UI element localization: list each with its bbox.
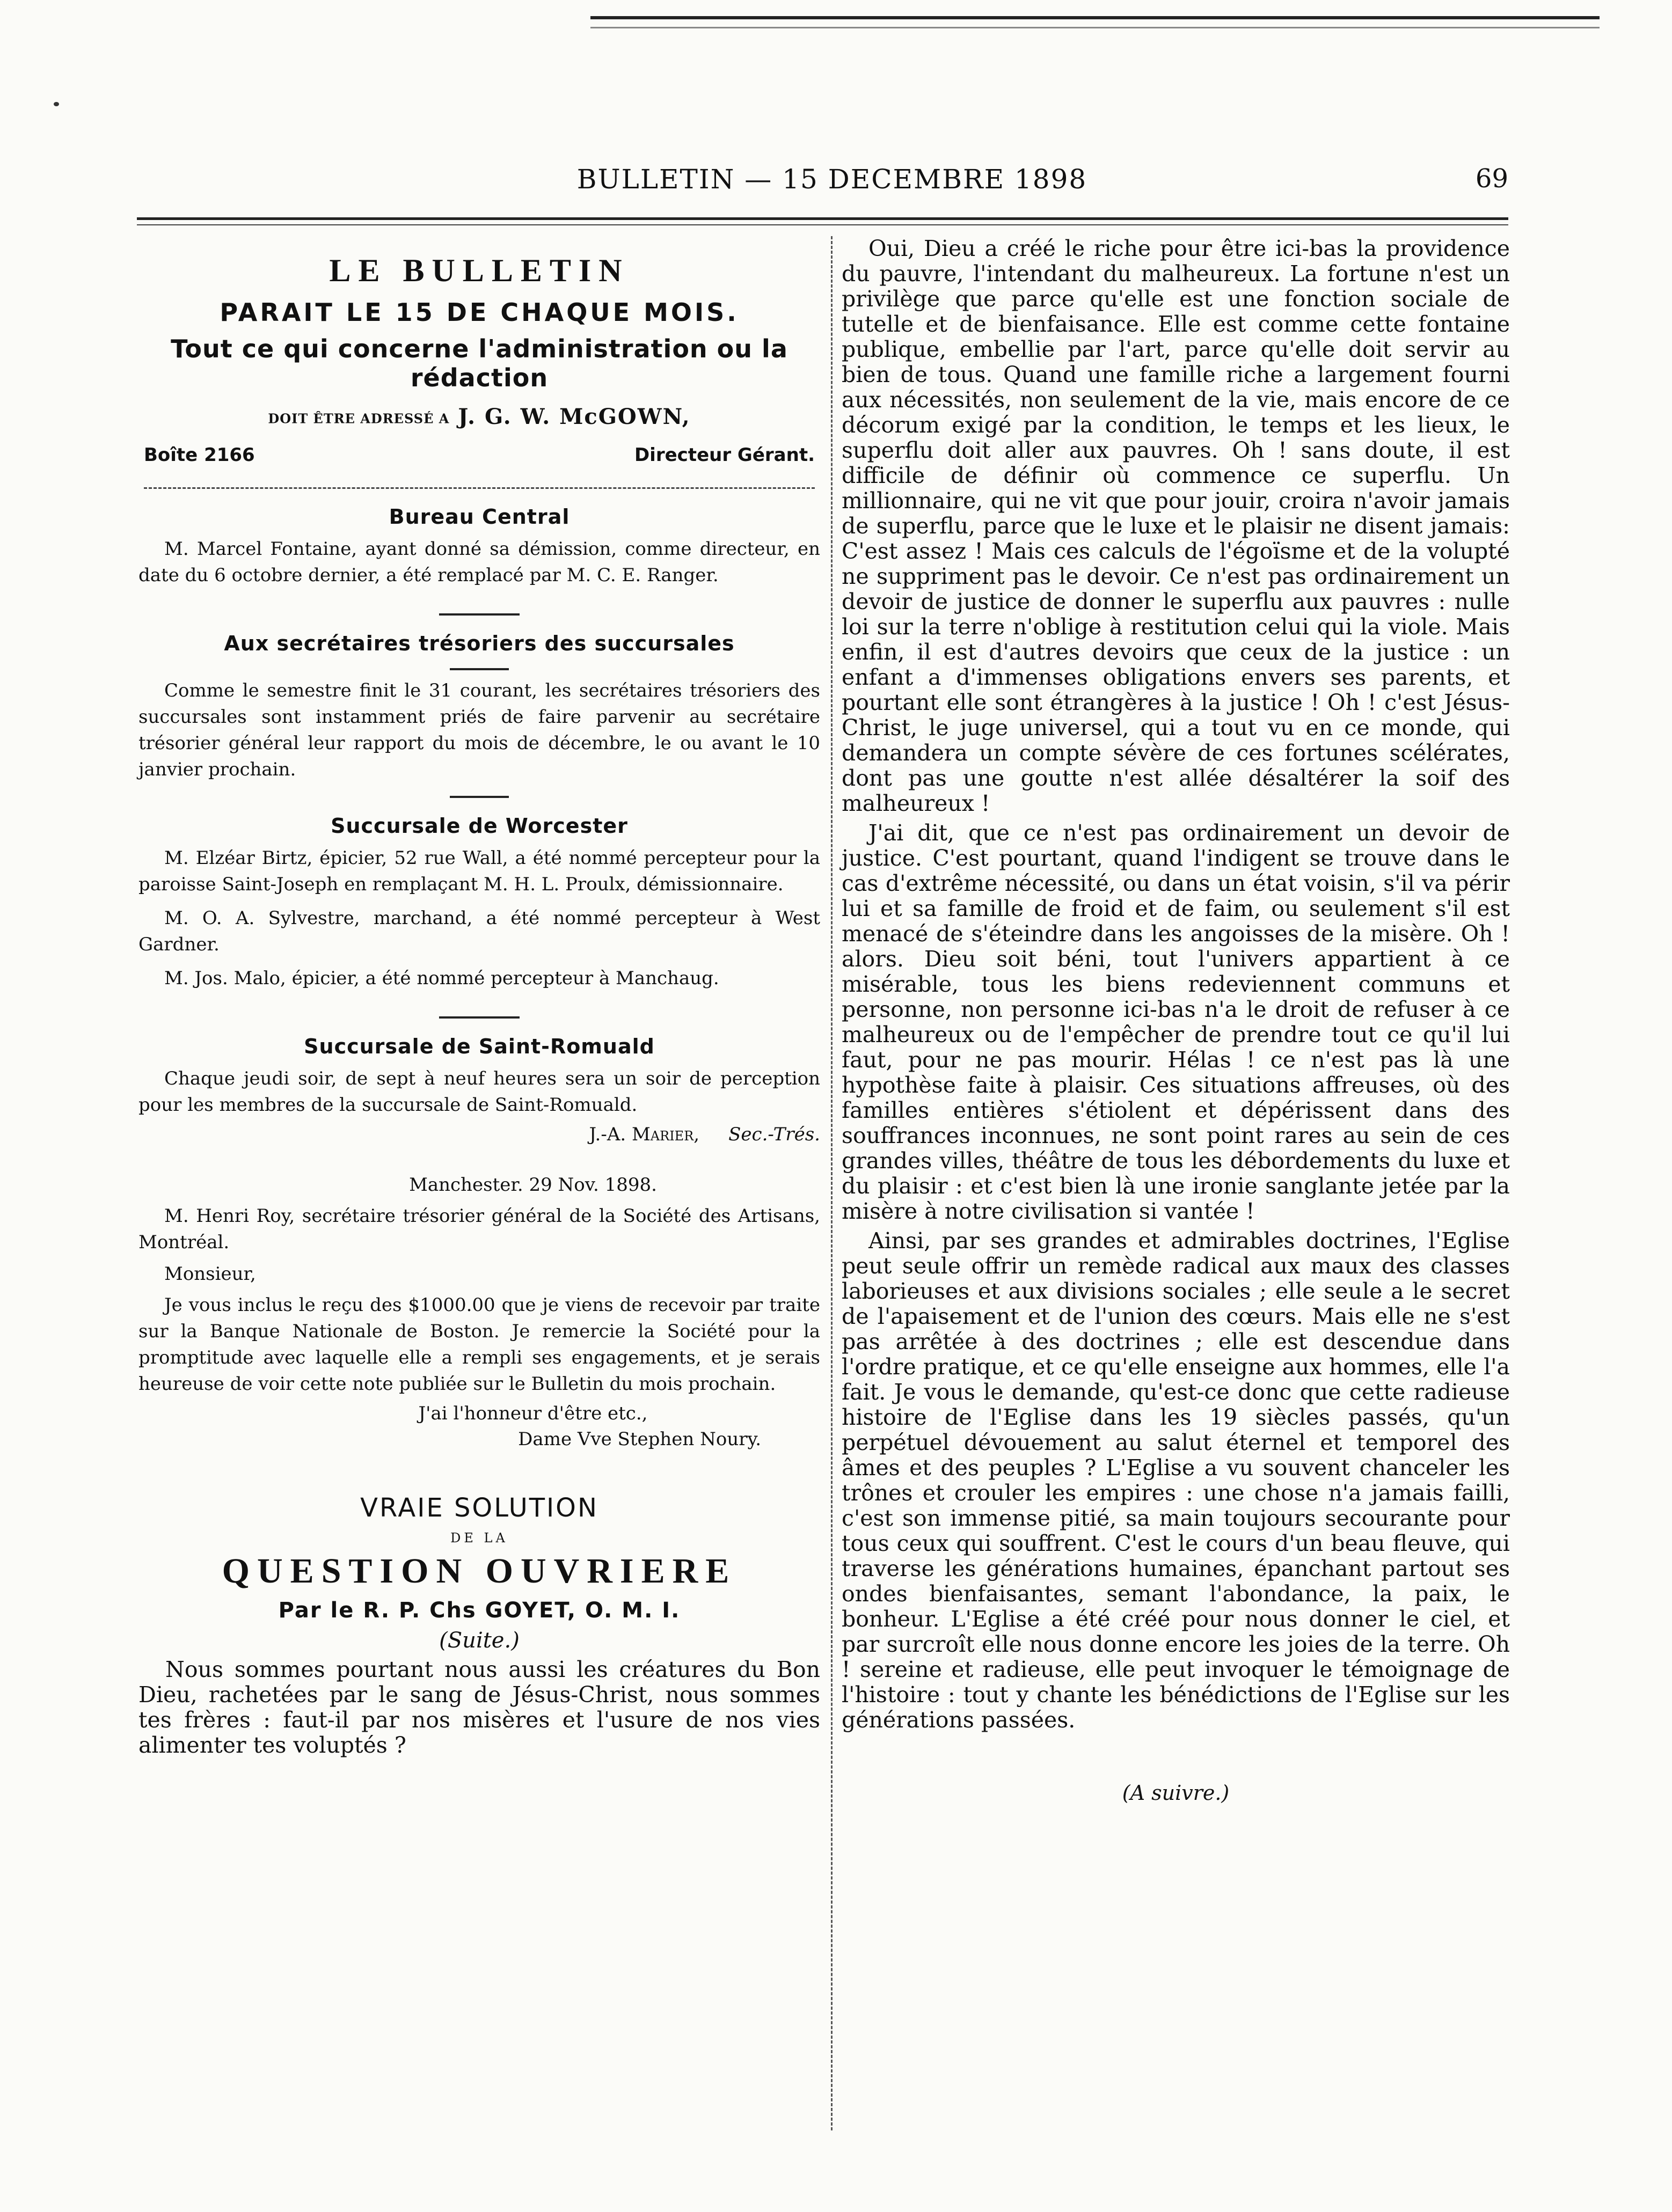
masthead-box-row [138, 444, 820, 466]
article-title-line2: QUESTION OUVRIERE [222, 1551, 737, 1591]
article-paragraph: Ainsi, par ses grandes et admirables doctrines, l'Eglise peut seule offrir un remède radical aux maux des classes laborieuses et aux divisions sociales ; elle seule a le secret de l'apaisement et de l'union des cœurs. Mais elle ne s'est pas arrêtée à des doctrines ; elle est descendue dans l'ordre pratique, et ce qu'elle enseigne aux hommes, elle l'a fait. Je vous le demande, qu'est-ce donc que cette radieuse histoire de l'Eglise dans les 19 siècles passés, qu'un perpétuel dévouement au salut éternel et temporel des âmes et des peuples ? L'Eglise a vu souvent chanceler les trônes et crouler les empires : une chose n'a jamais failli, c'est son immense pitié, sa main toujours secourante pour tous ceux qui souffrent. C'est le cours d'un beau fleuve, qui traverse les générations humaines, épanchant partout ses ondes bienfaisantes, semant l'abondance, la paix, le bonheur. L'Eglise a été créé pour nous donner le ciel, et par surcroît elle nous donne encore les joies de la terre. Oh ! sereine et radieuse, elle peut invoquer le témoignage de l'histoire : tout y chante les bénédictions de l'Eglise sur les générations passées. [842, 1228, 1510, 1733]
short-rule [439, 613, 520, 616]
saint-romuald-text: Chaque jeudi soir, de sept à neuf heures sera un soir de perception pour les membres de la succursale de Saint-Romuald. [138, 1068, 820, 1116]
header-rule [137, 217, 1508, 220]
masthead-title: LE BULLETIN [329, 253, 630, 288]
right-column [842, 236, 1510, 1805]
short-rule [450, 668, 509, 670]
short-rule [439, 1016, 520, 1019]
masthead-subtitle: PARAIT LE 15 DE CHAQUE MOIS. [220, 298, 739, 327]
article-paragraph: J'ai dit, que ce n'est pas ordinairement un devoir de justice. C'est pourtant, quand l'indigent se trouve dans le cas d'extrême nécessité, ou dans un état voisin, s'il va périr lui et sa famille de froid et de faim, ou seulement s'il est menacé de s'éteindre dans les angoisses de la misère. Oh ! alors. Dieu soit béni, tout l'univers appartient à ce misérable, tous les biens redeviennent communs et personne, non personne ici-bas n'a le droit de refuser à ce malheureux ou de l'empêcher de prendre tout ce qu'il lui faut, pour ne pas mourir. Hélas ! ce n'est pas là une hypothèse faite à plaisir. Ces situations affreuses, où des familles entières s'étiolent et dépérissent dans des souffrances inconnues, ne sont point rares au sein de ces grandes villes, théâtre de tous les débordements du luxe et du plaisir : et c'est bien là une ironie sanglante jetée par la misère à notre civilisation si vantée ! [842, 820, 1510, 1224]
ink-speck [54, 102, 59, 106]
article-title-line1: VRAIE SOLUTION [360, 1493, 598, 1523]
director-role: Directeur Gérant. [634, 444, 815, 466]
signer-name: J.-A. Marier, [589, 1124, 700, 1145]
article-suite: (Suite.) [439, 1628, 520, 1653]
left-column [138, 236, 820, 1758]
article-paragraph: Nous sommes pourtant nous aussi les créatures du Bon Dieu, rachetées par le sang de Jésus-Christ, nous sommes tes frères : faut-il par nos misères et l'usure de nos vies alimenter tes voluptés ? [138, 1657, 820, 1758]
secretaires-heading: Aux secrétaires trésoriers des succursales [224, 632, 735, 655]
worcester-p2: M. O. A. Sylvestre, marchand, a été nommé percepteur à West Gardner. [138, 907, 820, 955]
short-rule [450, 796, 509, 798]
header-rule-thin [137, 224, 1508, 225]
address-name: J. G. W. McGOWN, [458, 404, 691, 429]
masthead-address [138, 404, 820, 429]
address-prefix: DOIT ÊTRE ADRESSÉ A [268, 411, 450, 427]
letter-closing: J'ai l'honneur d'être etc., [418, 1403, 648, 1424]
secretaires-text: Comme le semestre finit le 31 courant, les secrétaires trésoriers des succursales sont instamment priés de faire parvenir au secrétaire trésorier général leur rapport du mois de décembre, le ou avant le 10 janvier prochain. [138, 680, 820, 780]
article-paragraph: Oui, Dieu a créé le riche pour être ici-bas la providence du pauvre, l'intendant du malheureux. La fortune n'est un privilège que parce qu'elle est une fonction sociale de tutelle et de bienfaisance. Elle est comme cette fontaine publique, embellie par l'art, parce qu'elle doit servir au bien de tous. Quand une famille riche a largement fourni aux nécessités, non seulement de la vie, mais encore de ce décorum exigé par la condition, le temps et les lieux, le superflu doit aller aux pauvres. Oh ! sans doute, il est difficile de définir où commence ce superflu. Un millionnaire, qui ne vit que pour jouir, croira n'avoir jamais de superflu, parce que le luxe et le plaisir ne disent jamais: C'est assez ! Mais ces calculs de l'égoïsme et de la volupté ne suppriment pas le devoir. Ce n'est pas ordinairement un devoir de justice de donner le superflu aux pauvres : nulle loi sur la terre n'oblige à restitution celui qui la viole. Mais enfin, il est d'autres devoirs que ceux de la justice : un enfant a d'immenses obligations envers ses parents, et pourtant elle sont étrangères à la justice ! Oh ! c'est Jésus-Christ, le juge universel, qui a tout vu en ce monde, qui demandera un compte sévère de ces fortunes scélérates, dont pas une goutte n'est allée désaltérer la soif des malheureux ! [842, 236, 1510, 816]
page-number: 69 [1475, 164, 1508, 194]
column-divider [831, 236, 833, 2130]
worcester-p1: M. Elzéar Birtz, épicier, 52 rue Wall, a été nommé percepteur pour la paroisse Saint-Joseph en remplaçant M. H. L. Proulx, démissionnaire. [138, 847, 820, 895]
letter-body: Je vous inclus le reçu des $1000.00 que je viens de recevoir par traite sur la Banque Nationale de Boston. Je remercie la Société pour la promptitude avec laquelle elle a rempli ses engagements, et je serais heureuse de voir cette note publiée sur le Bulletin du mois prochain. [138, 1294, 820, 1395]
worcester-p3: M. Jos. Malo, épicier, a été nommé percepteur à Manchaug. [164, 968, 719, 989]
saint-romuald-signature [138, 1124, 820, 1145]
worcester-heading: Succursale de Worcester [331, 814, 628, 838]
top-border-rule [590, 16, 1600, 19]
letter-addressee: M. Henri Roy, secrétaire trésorier général de la Société des Artisans, Montréal. [138, 1205, 820, 1253]
top-border-rule-faint [590, 27, 1600, 28]
signer-role: Sec.-Trés. [728, 1124, 820, 1145]
saint-romuald-heading: Succursale de Saint-Romuald [304, 1035, 655, 1058]
letter-salutation: Monsieur, [164, 1263, 256, 1285]
bureau-heading: Bureau Central [389, 505, 570, 529]
letter-place-date: Manchester. 29 Nov. 1898. [409, 1174, 657, 1196]
letter-signature: Dame Vve Stephen Noury. [518, 1429, 761, 1450]
running-title: BULLETIN — 15 DECEMBRE 1898 [576, 164, 1087, 195]
section-divider [144, 487, 815, 489]
post-box: Boîte 2166 [144, 444, 255, 466]
bureau-text: M. Marcel Fontaine, ayant donné sa démission, comme directeur, en date du 6 octobre dernier, a été remplacé par M. C. E. Ranger. [138, 538, 820, 586]
article-byline: Par le R. P. Chs GOYET, O. M. I. [278, 1598, 681, 1623]
to-be-continued: (A suivre.) [1122, 1781, 1230, 1805]
running-header [156, 164, 1508, 201]
article-title-connector: DE LA [450, 1530, 508, 1546]
masthead-admin-line: Tout ce qui concerne l'administration ou la rédaction [171, 334, 788, 392]
